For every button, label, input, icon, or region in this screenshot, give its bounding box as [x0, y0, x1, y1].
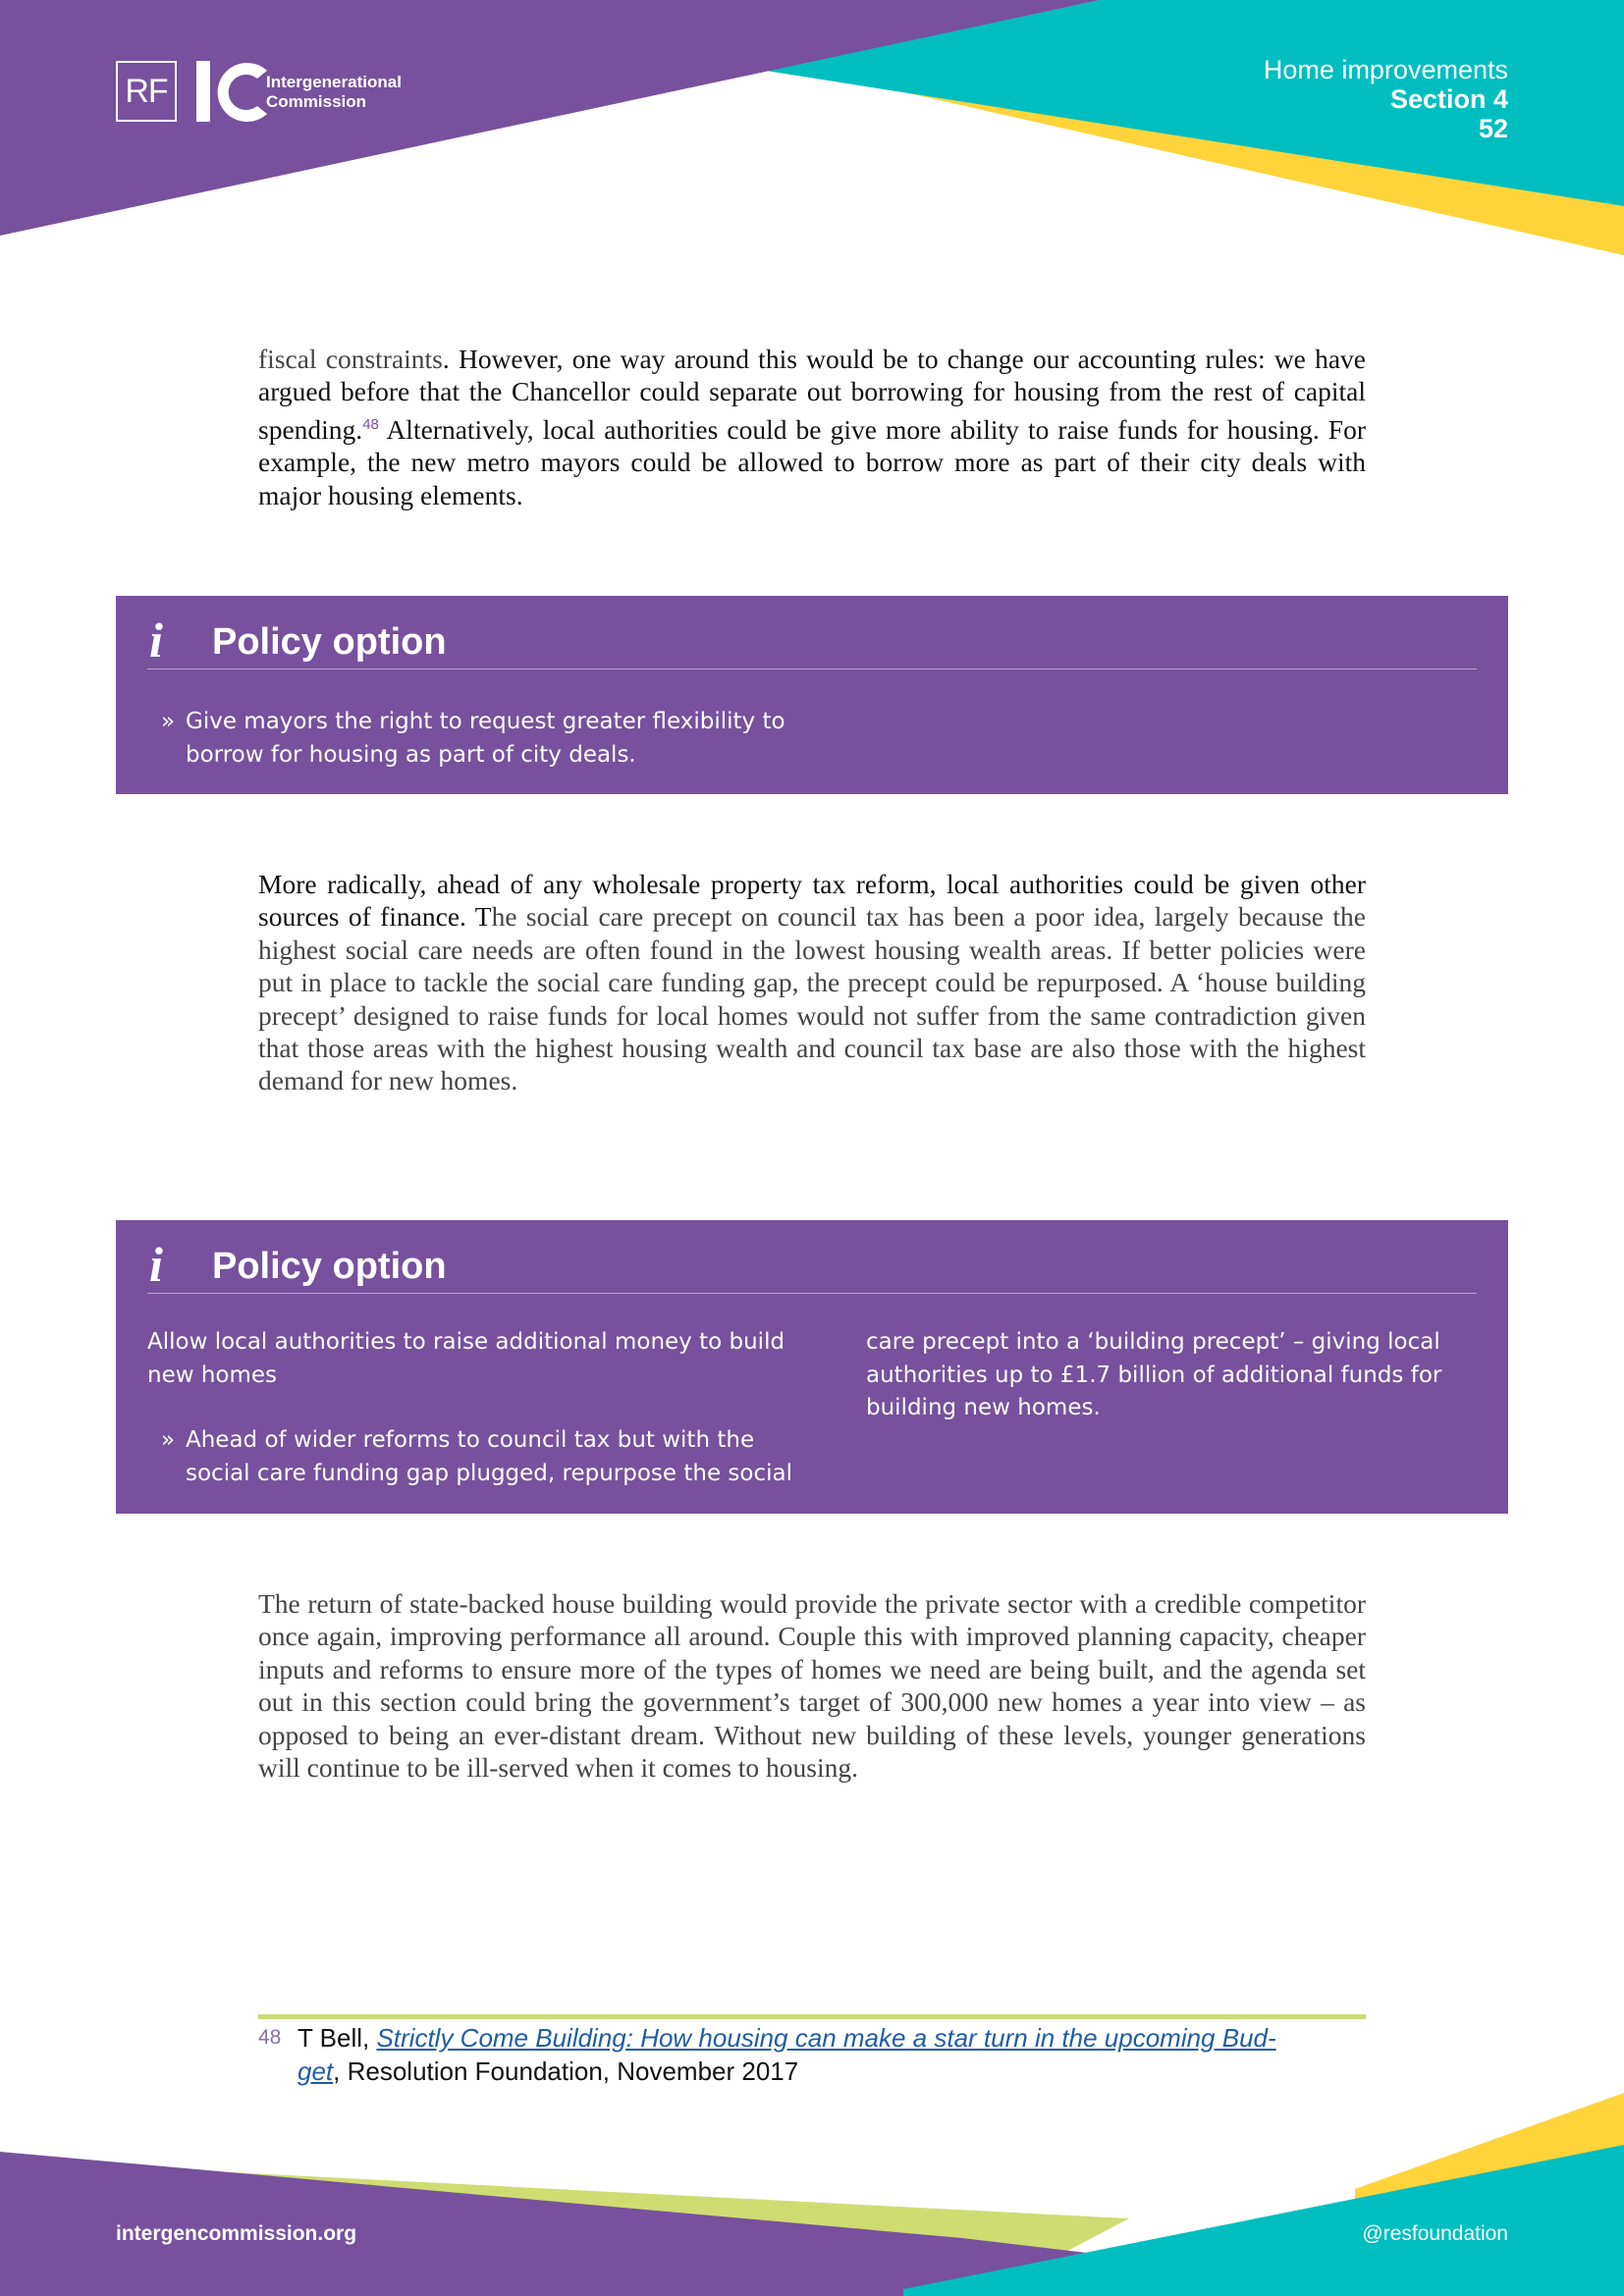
policy-option-2-bullet	[186, 1424, 792, 1490]
section-label: Section 4	[1389, 84, 1508, 114]
bullet-icon: »	[161, 1427, 176, 1453]
policy-option-1-bullet	[186, 706, 785, 772]
footnote-divider	[258, 2014, 1366, 2019]
footnote-ref-48[interactable]: 48	[362, 415, 379, 433]
footnote-link-line1[interactable]: Strictly Come Building: How housing can make a star turn in the upcoming Bud-	[376, 2023, 1276, 2053]
policy-option-title-2: Policy option	[212, 1246, 447, 1287]
policy-option-box-1	[116, 596, 1508, 794]
footnote-rest: , Resolution Foundation, November 2017	[333, 2056, 799, 2086]
policy2-col2-line1: care precept into a ‘building precept’ – giving local	[866, 1329, 1440, 1355]
ic-logo-icon	[194, 57, 273, 128]
policy2-col2-line2: authorities up to £1.7 billion of additional funds for	[866, 1362, 1442, 1388]
body-paragraph-1	[258, 343, 1366, 511]
para1-lead: fiscal constraints	[258, 344, 443, 374]
policy2-intro-line1: Allow local authorities to raise additional money to build	[147, 1329, 785, 1355]
policy2-col2-line3: building new homes.	[866, 1395, 1101, 1420]
policy1-line1: Give mayors the right to request greater flexibility to	[186, 709, 785, 734]
page-number: 52	[1478, 114, 1508, 143]
policy2-bullet-line2: social care funding gap plugged, repurpose the social	[186, 1460, 792, 1486]
ic-logo-line1: Intergenerational	[266, 73, 402, 91]
policy1-line2: borrow for housing as part of city deals.	[186, 741, 636, 768]
ic-logo-text	[266, 73, 402, 112]
section-title: Home improvements	[1263, 55, 1508, 84]
policy-option-2-intro	[147, 1326, 785, 1392]
policy-option-title-1: Policy option	[212, 621, 447, 663]
footer-shapes	[0, 2093, 1624, 2296]
bullet-icon: »	[161, 709, 176, 734]
body-paragraph-2	[258, 868, 1366, 1097]
section-header	[1264, 55, 1508, 143]
para1-text-b: Alternatively, local authorities could be give more ability to raise funds for housing. For example, the new metro mayors could be allowed to borrow more as part of their city deals with major housing elements.	[258, 413, 1366, 510]
policy2-bullet-line1: Ahead of wider reforms to council tax but with the	[186, 1427, 755, 1453]
policy-option-header-2	[147, 1238, 1477, 1294]
ic-logo-line2: Commission	[266, 92, 367, 111]
para2-rest: he social care precept on council tax has been a poor idea, largely because the highest social care needs are often found in the lowest housing wealth areas. If better policies were put in place to tackle the social care funding gap, the precept could be repurposed. A ‘house building precept’ designed to raise funds for local homes would not suffer from the same contradiction given that those areas with the highest housing wealth and council tax base are also those with the highest demand for new homes.	[258, 901, 1366, 1096]
footnote-48	[298, 2021, 1368, 2088]
policy-option-box-2	[116, 1220, 1508, 1514]
footnote-link-line2[interactable]: get	[298, 2056, 334, 2086]
info-icon: i	[149, 1237, 163, 1292]
para1-text-a: . However, one way around this would be to change our accounting rules: we have argued before that the Chancellor could separate out borrowing for housing from the rest of capital spending.	[258, 344, 1366, 445]
info-icon: i	[149, 613, 163, 667]
rf-logo: RF	[116, 61, 177, 122]
footnote-number: 48	[258, 2026, 282, 2049]
footer-social-handle[interactable]: @resfoundation	[1362, 2222, 1508, 2245]
footer-website-link[interactable]: intergencommission.org	[116, 2222, 357, 2245]
policy2-intro-line2: new homes	[147, 1362, 278, 1388]
body-paragraph-3: The return of state-backed house building would provide the private sector with a credible competitor once again, improving performance all around. Couple this with improved planning capacity, cheaper inputs and reforms to ensure more of the types of homes we need are being built, and the agenda set out in this section could bring the government’s target of 300,000 new homes a year into view – as opposed to being an ever-distant dream. Without new building of these levels, younger generations will continue to be ill-served when it comes to housing.	[258, 1588, 1366, 1784]
para2-lead: More radically, ahead of any wholesale property tax reform, local authorities could be given other sources of finance. T	[258, 869, 1366, 933]
policy-option-2-column-2	[866, 1326, 1441, 1425]
footnote-author: T Bell,	[298, 2023, 377, 2053]
policy-option-header-1	[147, 614, 1477, 669]
